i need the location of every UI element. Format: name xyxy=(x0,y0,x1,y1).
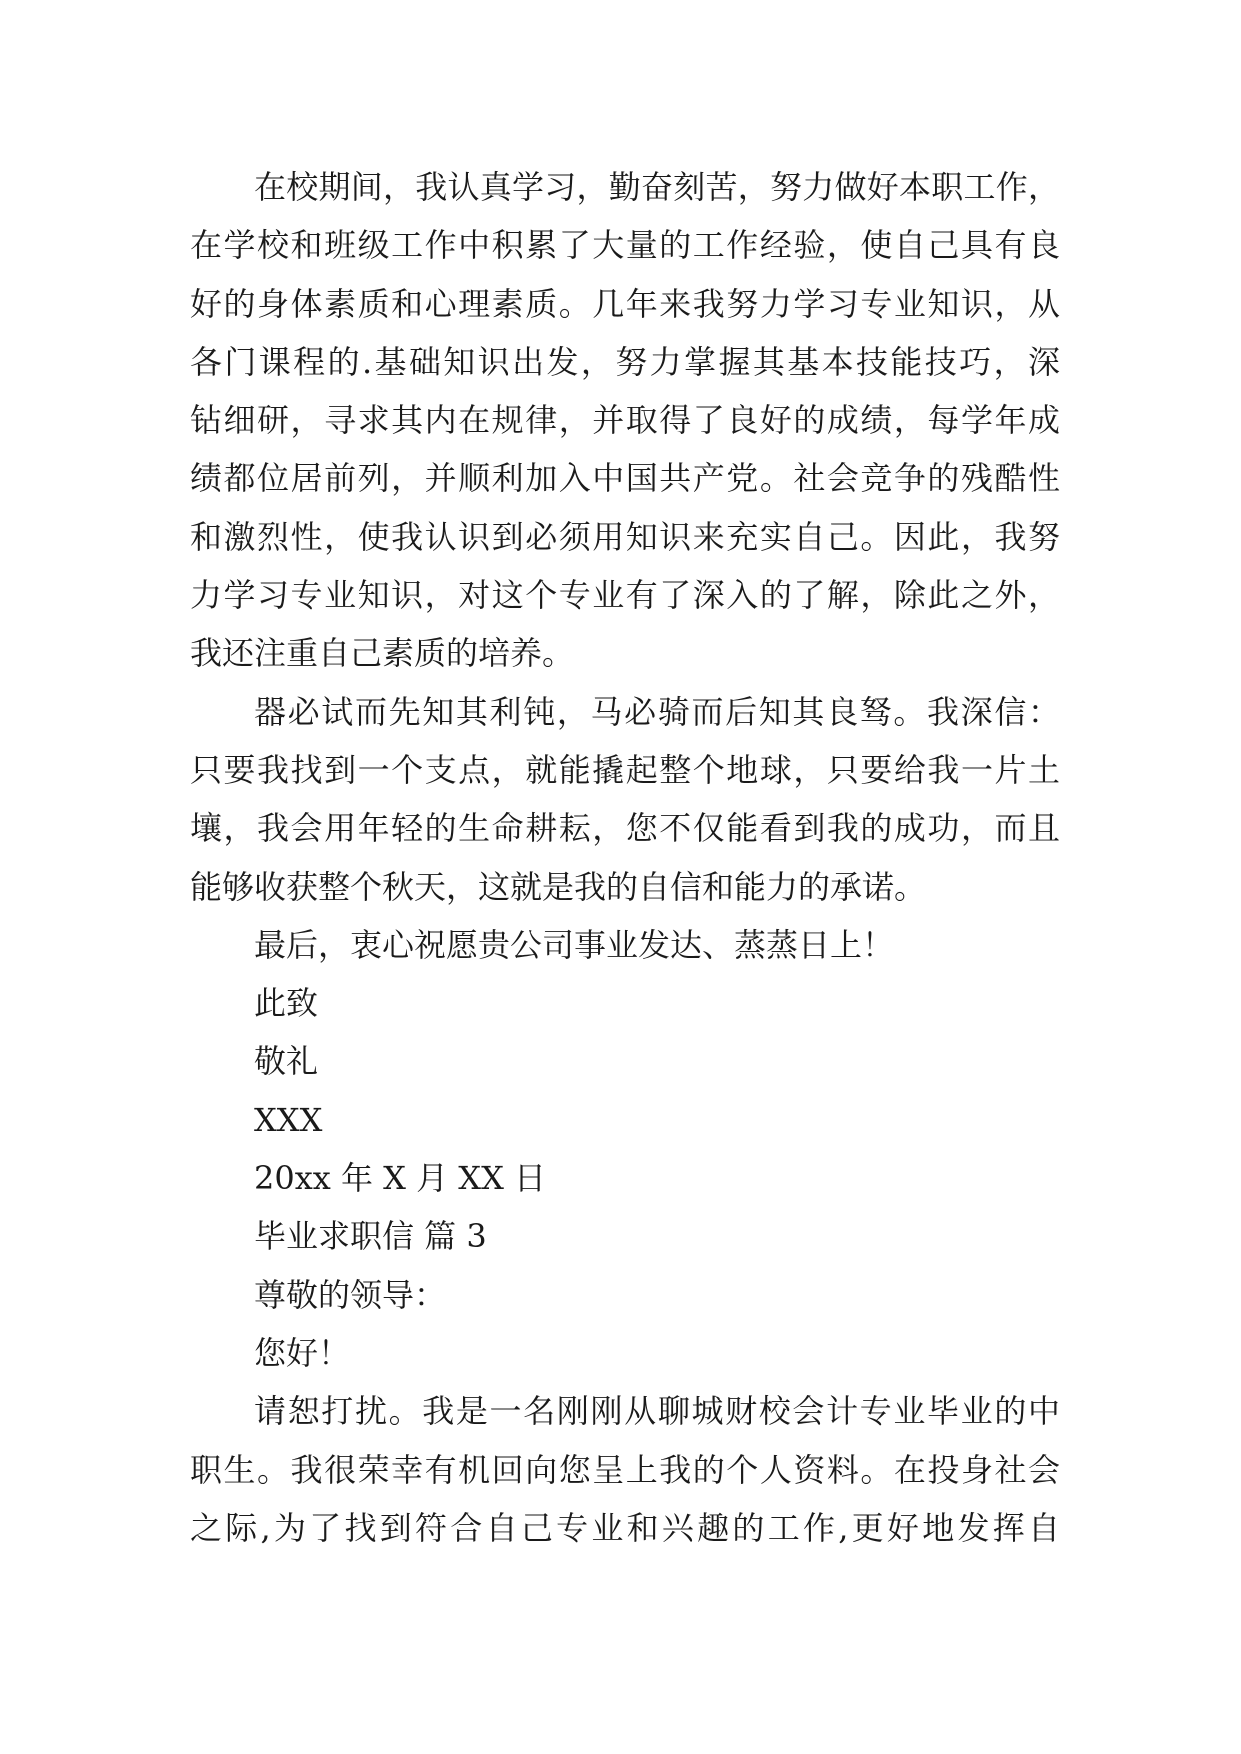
text-line: 能够收获整个秋天，这就是我的自信和能力的承诺。 xyxy=(190,867,927,906)
text-line: 毕业求职信 篇 3 xyxy=(254,1217,487,1256)
text-line: 敬礼 xyxy=(254,1042,319,1081)
text-line: 请恕打扰。我是一名刚刚从聊城财校会计专业毕业的中 xyxy=(254,1392,1060,1431)
text-line: 您好！ xyxy=(254,1333,351,1372)
text-line: 力学习专业知识，对这个专业有了深入的了解，除此之外， xyxy=(190,576,1060,615)
document-body xyxy=(190,158,1060,1557)
text-line: 20xx 年 X 月 XX 日 xyxy=(254,1159,547,1198)
text-line: 各门课程的.基础知识出发，努力掌握其基本技能技巧，深 xyxy=(190,342,1060,381)
text-line: 壤，我会用年轻的生命耕耘，您不仅能看到我的成功，而且 xyxy=(190,809,1060,848)
text-line: 最后，衷心祝愿贵公司事业发达、蒸蒸日上！ xyxy=(254,925,895,964)
text-line: 和激烈性，使我认识到必须用知识来充实自己。因此，我努 xyxy=(190,517,1060,556)
text-line: 职生。我很荣幸有机回向您呈上我的个人资料。在投身社会 xyxy=(190,1450,1060,1489)
text-line: 只要我找到一个支点，就能撬起整个地球，只要给我一片土 xyxy=(190,750,1060,789)
text-line: 在校期间，我认真学习，勤奋刻苦，努力做好本职工作， xyxy=(254,168,1060,206)
text-line: 尊敬的领导： xyxy=(254,1275,447,1314)
text-line: 我还注重自己素质的培养。 xyxy=(190,634,575,673)
text-line: 器必试而先知其利钝，马必骑而后知其良驽。我深信： xyxy=(254,692,1060,731)
text-line: 在学校和班级工作中积累了大量的工作经验，使自己具有良 xyxy=(190,226,1060,265)
text-line: 绩都位居前列，并顺利加入中国共产党。社会竞争的残酷性 xyxy=(190,459,1060,498)
text-line: 之际,为了找到符合自己专业和兴趣的工作,更好地发挥自 xyxy=(190,1508,1060,1547)
text-line: 此致 xyxy=(254,984,319,1023)
text-line: XXX xyxy=(254,1100,323,1139)
text-line: 好的身体素质和心理素质。几年来我努力学习专业知识，从 xyxy=(190,284,1060,323)
text-line: 钻细研，寻求其内在规律，并取得了良好的成绩，每学年成 xyxy=(190,401,1060,440)
